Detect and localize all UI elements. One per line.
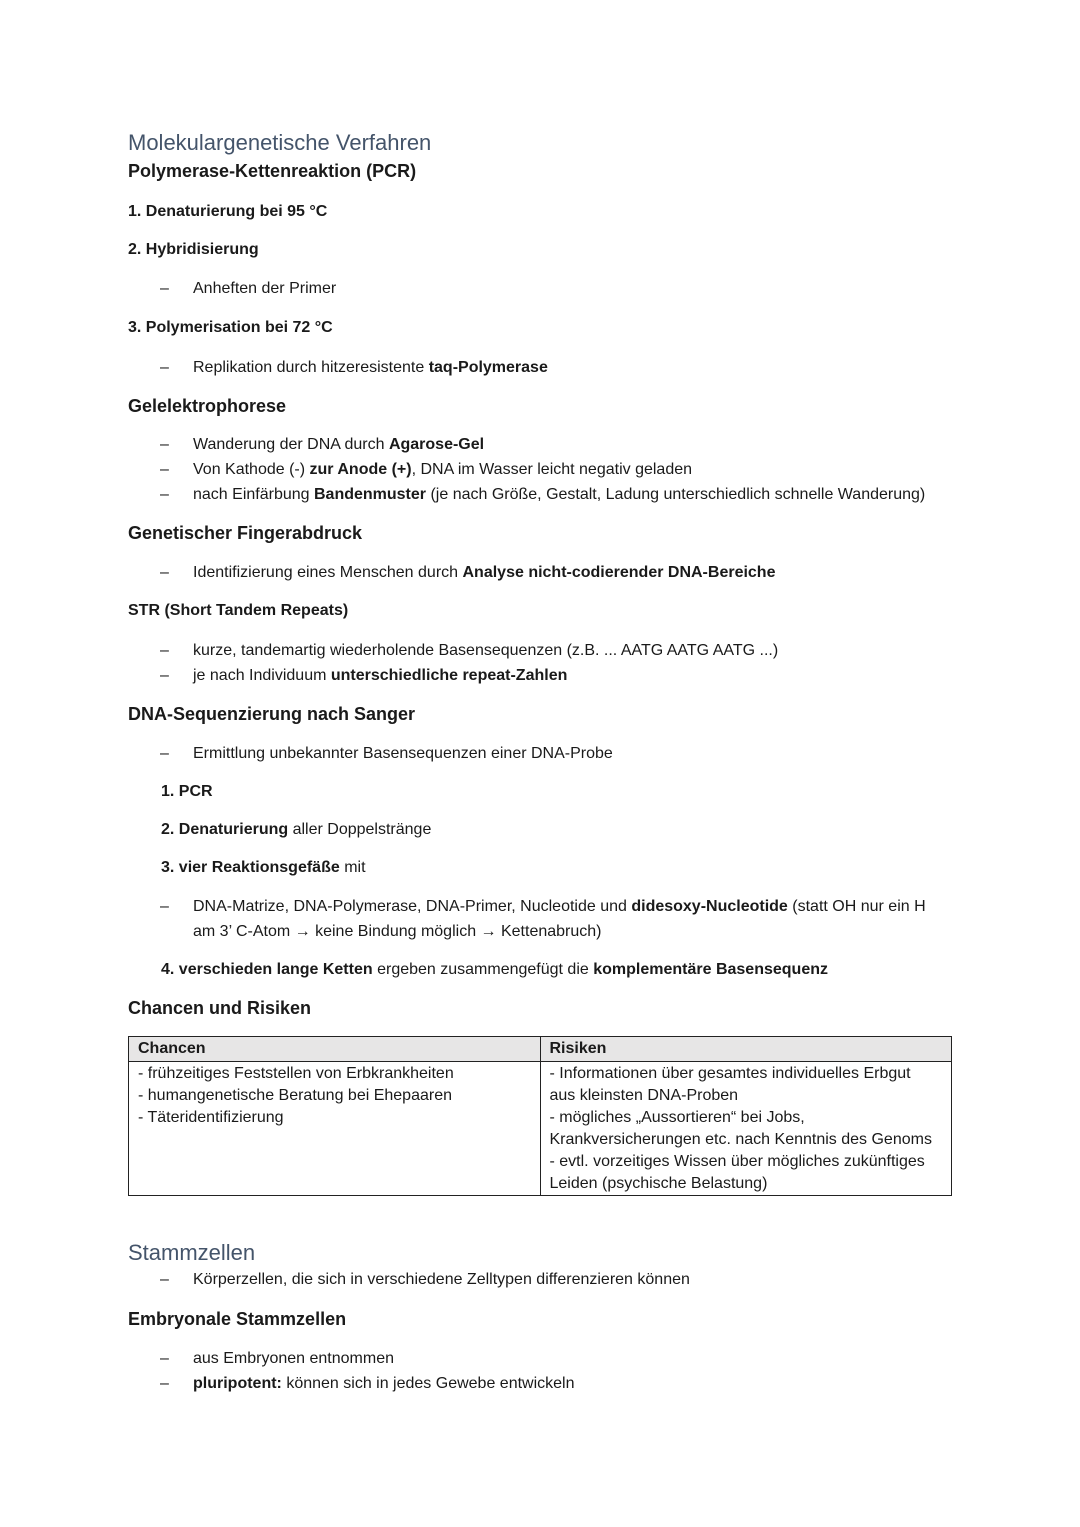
column-header-risiken: Risiken — [540, 1037, 952, 1062]
chance-line: - humangenetische Beratung bei Ehepaaren — [138, 1087, 452, 1104]
pcr-step-1: 1. Denaturierung bei 95 °C — [128, 203, 328, 220]
pcr-step-3-bullet: – Replikation durch hitzeresistente taq-Polymerase — [128, 356, 958, 380]
dash-icon: – — [160, 486, 169, 503]
risk-line: Krankversicherungen etc. nach Kenntnis des Genoms — [549, 1131, 932, 1148]
list-item: – kurze, tandemartig wiederholende Basensequenzen (z.B. ... AATG AATG AATG ...) — [128, 639, 958, 663]
sanger-step-1: 1. PCR — [161, 783, 213, 800]
risk-line: Leiden (psychische Belastung) — [549, 1175, 768, 1192]
dash-icon: – — [160, 1375, 169, 1392]
stammzellen-bullet: – Körperzellen, die sich in verschiedene Zelltypen differenzieren können — [128, 1268, 958, 1292]
chance-line: - Täteridentifizierung — [138, 1109, 284, 1126]
sanger-step-4: 4. verschieden lange Ketten ergeben zusammengefügt die komplementäre Basensequenz — [161, 961, 828, 978]
chances-risks-table — [128, 1036, 952, 1196]
finger-bullet: – Identifizierung eines Menschen durch Analyse nicht-codierender DNA-Bereiche — [128, 561, 958, 585]
sanger-step-2: 2. Denaturierung aller Doppelstränge — [161, 821, 432, 838]
dash-icon: – — [160, 359, 169, 376]
dash-icon: – — [160, 898, 169, 915]
risk-line: - Informationen über gesamtes individuelles Erbgut — [549, 1065, 911, 1082]
risk-line: aus kleinsten DNA-Proben — [549, 1087, 739, 1104]
gel-bullet-list — [128, 433, 958, 507]
sanger-bullet-2: – DNA-Matrize, DNA-Polymerase, DNA-Primer, Nucleotide und didesoxy-Nucleotide (statt OH nur ein H am 3’ C-Atom → keine Bindung möglich → Kettenabruch) — [128, 895, 958, 944]
heading-chancen-risiken: Chancen und Risiken — [128, 998, 312, 1018]
dash-icon: – — [160, 745, 169, 762]
chance-line: - frühzeitiges Feststellen von Erbkrankheiten — [138, 1065, 454, 1082]
sanger-bullet-1: – Ermittlung unbekannter Basensequenzen einer DNA-Probe — [128, 742, 958, 766]
risk-line: - mögliches „Aussortieren“ bei Jobs, — [549, 1109, 805, 1126]
list-item: – Von Kathode (-) zur Anode (+), DNA im Wasser leicht negativ geladen — [128, 458, 958, 482]
list-item: – aus Embryonen entnommen — [128, 1347, 958, 1371]
pcr-step-3: 3. Polymerisation bei 72 °C — [128, 319, 333, 336]
list-item: – je nach Individuum unterschiedliche repeat-Zahlen — [128, 664, 958, 688]
table-row — [129, 1062, 952, 1196]
dash-icon: – — [160, 280, 169, 297]
section-title-stammzellen: Stammzellen — [128, 1240, 256, 1265]
dash-icon: – — [160, 1350, 169, 1367]
embryo-bullet-list — [128, 1347, 958, 1396]
dash-icon: – — [160, 642, 169, 659]
list-item: – Wanderung der DNA durch Agarose-Gel — [128, 433, 958, 457]
risks-cell — [540, 1062, 952, 1196]
chances-cell — [129, 1062, 541, 1196]
list-item: – nach Einfärbung Bandenmuster (je nach Größe, Gestalt, Ladung unterschiedlich schnelle Wanderung) — [128, 483, 958, 507]
heading-gelelektrophorese: Gelelektrophorese — [128, 396, 287, 416]
list-item: – pluripotent: können sich in jedes Gewebe entwickeln — [128, 1372, 958, 1396]
sanger-step-3: 3. vier Reaktionsgefäße mit — [161, 859, 366, 876]
risk-line: - evtl. vorzeitiges Wissen über mögliches zukünftiges — [549, 1153, 925, 1170]
str-bullet-list — [128, 639, 958, 688]
dash-icon: – — [160, 1271, 169, 1288]
dash-icon: – — [160, 461, 169, 478]
heading-pcr: Polymerase-Kettenreaktion (PCR) — [128, 161, 417, 181]
heading-sanger: DNA-Sequenzierung nach Sanger — [128, 704, 416, 724]
dash-icon: – — [160, 564, 169, 581]
dash-icon: – — [160, 667, 169, 684]
heading-fingerabdruck: Genetischer Fingerabdruck — [128, 523, 363, 543]
heading-embryonale-stammzellen: Embryonale Stammzellen — [128, 1309, 347, 1329]
document-page — [128, 128, 958, 1396]
column-header-chancen: Chancen — [129, 1037, 541, 1062]
section-title-molekulargenetik: Molekulargenetische Verfahren — [128, 130, 432, 155]
pcr-step-2: 2. Hybridisierung — [128, 241, 259, 258]
pcr-step-2-bullet: – Anheften der Primer — [128, 277, 958, 301]
heading-str: STR (Short Tandem Repeats) — [128, 602, 349, 619]
dash-icon: – — [160, 436, 169, 453]
